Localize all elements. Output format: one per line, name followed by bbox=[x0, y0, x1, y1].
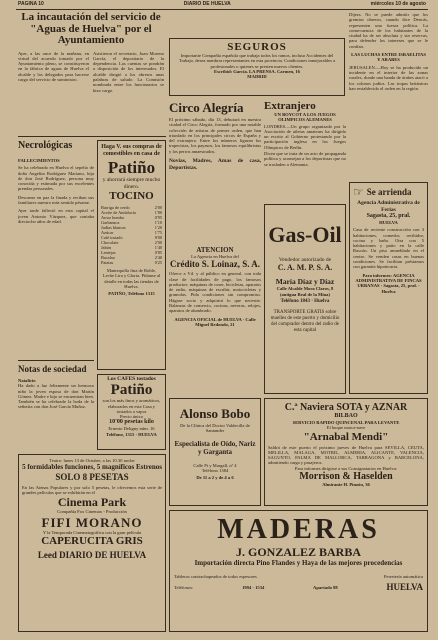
sota-agents: Morrison & Haselden bbox=[299, 471, 393, 483]
issue-date: miércoles 10 de agosto bbox=[370, 1, 426, 7]
price-value: 2'00 bbox=[154, 240, 162, 245]
necrologica-body-1: Se ha celebrado en Huelva el sepelio de doña Angelita Rodríguez Mariano, hija de don José Rodríguez, persona muy conocida y estimada por sus excelentes prendas personales. bbox=[18, 165, 94, 192]
sota-city: BILBAO bbox=[334, 413, 358, 419]
maderas-title: MADERAS bbox=[217, 514, 380, 545]
price-item: Judías blancas bbox=[101, 225, 126, 230]
price-value: 1'80 bbox=[154, 210, 162, 215]
price-value: 0'25 bbox=[154, 260, 162, 265]
article-body-left: Ayer, a las once de la mañana, en virtud del acuerdo tomado por el Ayuntamiento pleno, se constituyeron en la fábrica de aguas de Huelva el alcalde y los delegados para hacerse cargo del servicio de suministro. bbox=[18, 50, 89, 82]
patino-note: Mantequilla fina de Roble, Leche Lira y Gloria. Pídanse al detalle en todas las tiendas de Huelva. bbox=[102, 268, 161, 289]
article-incautacion bbox=[18, 12, 164, 132]
extranjero-body-2: Dicen que se trata de un acto de propaganda política y aconsejan a los deportistas que no se trasladen a Alemania. bbox=[264, 151, 346, 167]
maderas-apartado: Apartado 88 bbox=[313, 584, 338, 590]
price-value: 8'00 bbox=[154, 235, 162, 240]
notas-body: Ha dado a luz felizmente un hermoso niño la joven esposa de don Martín Gómez. Madre e hijo se encuentran bien. También se ha celebrado la boda de la señorita con don José García Muñoz. bbox=[18, 383, 94, 410]
alonso-bobo-ad bbox=[169, 398, 261, 506]
arrienda-body: Casa de reciente construcción con 3 habitaciones, comedor, recibidor, cocina y baño. Otra con 5 habitaciones y patio en la calle Rascón. Un piso amueblado en el centro. Se venden casas en buenas condiciones. Se facilitan préstamos con garantía hipotecaria. bbox=[353, 227, 424, 270]
cafes-ad bbox=[97, 374, 166, 450]
price-item: Café tostado bbox=[101, 235, 123, 240]
gasoil-phone: Teléfono 1843 · Huelva bbox=[280, 298, 330, 304]
paper-name: DIARIO DE HUELVA bbox=[183, 1, 231, 7]
alonso-phone: Teléfono 1384 bbox=[201, 467, 229, 473]
credito-title: ATENCION bbox=[196, 246, 234, 254]
patino-tagline: y ahorrará siempre mucho dinero. bbox=[102, 177, 161, 190]
right-body-1: Dijera. No se puede admitir que los gremios obreros, cuando dice Dencás, representen una fuerza política. La consecuencia de los habitantes de la ciudad ha de ser absoluta y sin reservas, para defender los intereses que se le confían. bbox=[349, 12, 428, 49]
arrienda-title: Se arrienda bbox=[366, 187, 412, 197]
right-column-news bbox=[349, 12, 428, 178]
patino-name: Patiño bbox=[107, 158, 156, 177]
price-item: Arroz bomba bbox=[101, 215, 124, 220]
gasoil-vendor: María Díaz y Díaz bbox=[275, 277, 335, 287]
cinema-star: FIFI MORANO bbox=[41, 514, 143, 530]
natalicio-heading: Natalicio bbox=[18, 378, 36, 383]
patino-ad bbox=[97, 140, 166, 370]
price-value: 1'10 bbox=[154, 220, 162, 225]
credito-addr: AGENCIA OFICIAL de HUELVA · Calle Miguel Redondo, 21 bbox=[174, 316, 256, 327]
cinema-park-ad bbox=[18, 454, 166, 632]
credito-name: Crédito S. Loinaz, S. A. bbox=[169, 259, 260, 270]
price-item: Bacalao bbox=[101, 255, 115, 260]
credito-section bbox=[169, 246, 261, 394]
notas-title: Notas de sociedad bbox=[18, 364, 87, 374]
cafes-price: 10'00 pesetas kilo bbox=[109, 419, 154, 426]
cinema-l1: Teatro: lunes 13 de Octubre, a las 10.30 noche bbox=[49, 458, 135, 463]
sota-body: Saldrá de este puerto el próximo jueves de Huelva para SEVILLA, CEUTA, MELILLA, MALAGA, MOTRIL, ALMERIA, ALICANTE, VALENCIA, SAGUNTO, PALMA DE MALLORCA, TARRAGONA y BARCELONA, admitiendo carga y pasajeros. bbox=[268, 444, 424, 466]
patino-lead: Haga V. sus compras de comestibles en casa de bbox=[101, 144, 162, 157]
circo-body: El próximo sábado, día 13, debutará en nuestra ciudad el Circo Alegría, formado por una notable colección de artistas de primer orden, que han triunfado en los principales circos de España y del extranjero. Entre los números figuran los trapecistas, los payasos, los famosos equilibristas y los perros amaestrados. bbox=[169, 117, 261, 154]
alonso-name: Alonso Bobo bbox=[179, 406, 251, 421]
necrologicas-title: Necrológicas bbox=[18, 140, 73, 151]
alonso-sub: De la Clínica del Doctor Valdecilla de Santander bbox=[180, 423, 250, 434]
article-title: La incautación del servicio de "Aguas de Huelva" por el Ayuntamiento bbox=[21, 12, 161, 46]
sota-ship-lead: El buque motor-nave bbox=[326, 425, 366, 431]
sota-agents-lead: Para informes dirigirse a sus Consignatarios en Huelva: bbox=[294, 465, 398, 471]
maderas-right-note: Ferretería automática bbox=[383, 574, 423, 579]
cinema-footer: Leed DIARIO DE HUELVA bbox=[37, 549, 147, 560]
masthead bbox=[18, 1, 426, 9]
maderas-ad bbox=[169, 510, 428, 632]
extranjero-section bbox=[264, 100, 346, 200]
maderas-phones-label: Teléfonos: bbox=[174, 584, 194, 590]
cafes-body: son los más finos y aromáticos, elaborados en esta Casa y tostados a vapor bbox=[102, 398, 161, 414]
page-number: PAGINA 10 bbox=[18, 1, 44, 7]
circo-footer: Novias, Madres, Amas de casa, Deportistas. bbox=[169, 158, 261, 171]
seguros-city: MADRID bbox=[247, 74, 267, 80]
seguros-contact: Escribid: García. LA PRENSA. Carmen, 16 bbox=[214, 68, 300, 74]
cinema-title: 5 formidables funciones, 5 magníficos Estrenos bbox=[22, 463, 162, 472]
cafes-name: Patiño bbox=[110, 382, 153, 399]
price-item: Aceite de Andalucía bbox=[101, 210, 136, 215]
extranjero-body: LONDRES.—Un grupo organizado por la Asociación de atletas amateurs ha dirigido un escrito al Gobierno protestando por la participación inglesa en los Juegos Olímpicos de Berlín. bbox=[264, 123, 346, 150]
right-body-2: JERUSALEN.—Hoy se ha producido un incidente en el interior de las zonas rurales, donde una banda de árabes atacó a los colonos judíos. Las tropas británicas han restablecido el orden en la región. bbox=[349, 64, 428, 91]
gasoil-brand: C. A. M. P. S. A. bbox=[277, 263, 333, 273]
price-item: Lentejas bbox=[101, 250, 116, 255]
gasoil-addr: Calle Alcalde Mora Claros, 8 (antigua Real de la Mina) bbox=[276, 286, 334, 297]
cinema-price: SOLO 8 PESETAS bbox=[55, 471, 129, 482]
necrologica-body-2: Descanse en paz la finada y reciban sus familiares nuestro más sentido pésame. bbox=[18, 194, 94, 206]
extranjero-title: Extranjero bbox=[264, 100, 316, 112]
maderas-sub: Importación directa Pino Flandes y Haya de las mejores procedencias bbox=[194, 559, 403, 567]
alonso-hours: De 11 a 2 y de 4 a 6 bbox=[196, 475, 234, 481]
pointing-hand-icon: ☞ bbox=[353, 185, 364, 199]
arrienda-city: HUELVA bbox=[379, 220, 398, 225]
alonso-addr: Calle Pi y Margall, nº 4 bbox=[193, 462, 237, 468]
gasoil-ad bbox=[264, 204, 346, 394]
sota-sub: SERVICIO RAPIDO QUINCENAL PARA LEVANTE bbox=[292, 420, 400, 425]
price-value: 1'75 bbox=[154, 230, 162, 235]
credito-sub: La Agencia en Huelva del bbox=[191, 254, 239, 259]
price-row bbox=[101, 260, 162, 265]
cafes-phone: Teléfono, 1315 · HUELVA bbox=[106, 431, 157, 437]
sota-title: C.ª Naviera SOTA y AZNAR bbox=[284, 402, 408, 413]
price-value: 0'85 bbox=[154, 250, 162, 255]
price-value: 2'00 bbox=[154, 205, 162, 210]
fallecimientos-heading: FALLECIMIENTOS bbox=[18, 158, 60, 163]
arrienda-ad bbox=[349, 182, 428, 394]
price-item: Garbanzos bbox=[101, 220, 120, 225]
seguros-body: Importante Compañía española que trabaja todos los ramos, incluso Accidentes del Trabajo, desea nombrar representantes en esta provincia. Condiciones inmejorables a profesionales o quienes se presten nuevos clientes. bbox=[178, 53, 336, 69]
cinema-c3: Y la Temporada Cinematográfica con la gran película bbox=[42, 529, 142, 535]
circo-section bbox=[169, 100, 261, 242]
price-item: Jabón bbox=[101, 245, 112, 250]
price-item: Barriga de cerdo bbox=[101, 205, 130, 210]
gasoil-footer: TRANSPORTE GRATIS sobre muelles de este puerto y domicilio del comprador dentro del radio de esta capital bbox=[270, 310, 340, 334]
maderas-city: HUELVA bbox=[386, 582, 423, 593]
right-sub: LAS LUCHAS ENTRE ISRAELITAS Y ARABES bbox=[351, 52, 426, 63]
price-item: Chocolate bbox=[101, 240, 119, 245]
notas-sociedad bbox=[18, 364, 94, 432]
cinema-body: En las Atenas Populares y por solo 5 pesetas, le ofrecemos esta serie de grandes películas que se exhibirán en el bbox=[22, 484, 162, 496]
cafes-lead: Los CAFES tostados bbox=[107, 376, 156, 382]
price-item: Azúcar bbox=[101, 230, 114, 235]
necrologicas-section bbox=[18, 140, 94, 364]
sota-aznar-ad bbox=[264, 398, 428, 506]
circo-title: Circo Alegría bbox=[169, 100, 244, 115]
maderas-left-note: Tableros contrachapeados de todos espesores bbox=[174, 574, 257, 579]
gasoil-title: Gas-Oil bbox=[268, 222, 342, 247]
price-value: 2'40 bbox=[154, 255, 162, 260]
price-value: 1'20 bbox=[154, 225, 162, 230]
credito-body: Ofrece a Vd. y al público en general, con toda clase de facilidades de pago, los famosos productos: máquinas de coser, bicicletas, aparatos de radio, máquinas de escribir, motocicletas y gramolas. Pida condiciones sin compromiso. Hágase socio y adquirirá lo que necesite. Balanzas de comercio, cocinas, neveras, relojes, aparatos de alumbrado. bbox=[169, 271, 261, 314]
arrienda-addr: Sagasta, 25, pral. bbox=[366, 213, 411, 219]
necrologica-body-3: Ayer tarde falleció en esta capital el joven Antonio Vázquez, que contaba dieciocho años de edad. bbox=[18, 208, 94, 224]
cinema-film: CAPERUCITA GRIS bbox=[41, 534, 143, 547]
sota-ship: "Arnabal Mendi" bbox=[303, 430, 389, 443]
price-value: 1'40 bbox=[154, 245, 162, 250]
cafes-price-line: Precio único bbox=[119, 414, 144, 420]
seguros-title: SEGUROS bbox=[227, 41, 287, 53]
gasoil-lead: Vendedor autorizado de bbox=[278, 257, 332, 263]
arrienda-footer: Para informes: AGENCIA ADMINISTRATIVA DE FINCAS URBANAS · Sagasta, 25, pral. · Huelva bbox=[355, 272, 422, 294]
price-item: Patatas bbox=[101, 260, 114, 265]
article-body-right: Asistieron el secretario, Juan Moreno García, el depositario de la dependencia. Las cuentas se pondrán a disposición de los interesados. El alcalde dirigió a los obreros unas palabras de saludo. La Comisión nombrada entre los funcionarios se hizo cargo. bbox=[93, 50, 164, 93]
cafes-addr: Ernesto Deligny núm. 16 bbox=[108, 426, 155, 432]
cinema-c2: Compañía Fox Cinemax - Producción bbox=[57, 509, 127, 515]
alonso-spec: Especialista de Oído, Nariz y Garganta bbox=[174, 439, 256, 457]
seguros-ad bbox=[169, 38, 345, 96]
maderas-phones: 1994 · 1534 bbox=[242, 584, 265, 590]
price-value: 0'95 bbox=[154, 215, 162, 220]
tocino-heading: TOCINO bbox=[109, 190, 154, 202]
extranjero-sub: UN BOYCOT A LOS JUEGOS OLIMPICOS ALEMANES bbox=[274, 112, 336, 123]
maderas-name: J. GONZALEZ BARBA bbox=[235, 545, 362, 559]
price-list bbox=[101, 205, 162, 265]
cinema-name: Cinema Park bbox=[57, 495, 127, 510]
sota-agents-addr: Almirante H. Pinzón, 36 bbox=[322, 482, 370, 488]
patino-addr: PATIÑO, Teléfono 1315 bbox=[108, 291, 155, 297]
arrienda-agency: Agencia Administrativa de Ferias bbox=[357, 200, 420, 213]
